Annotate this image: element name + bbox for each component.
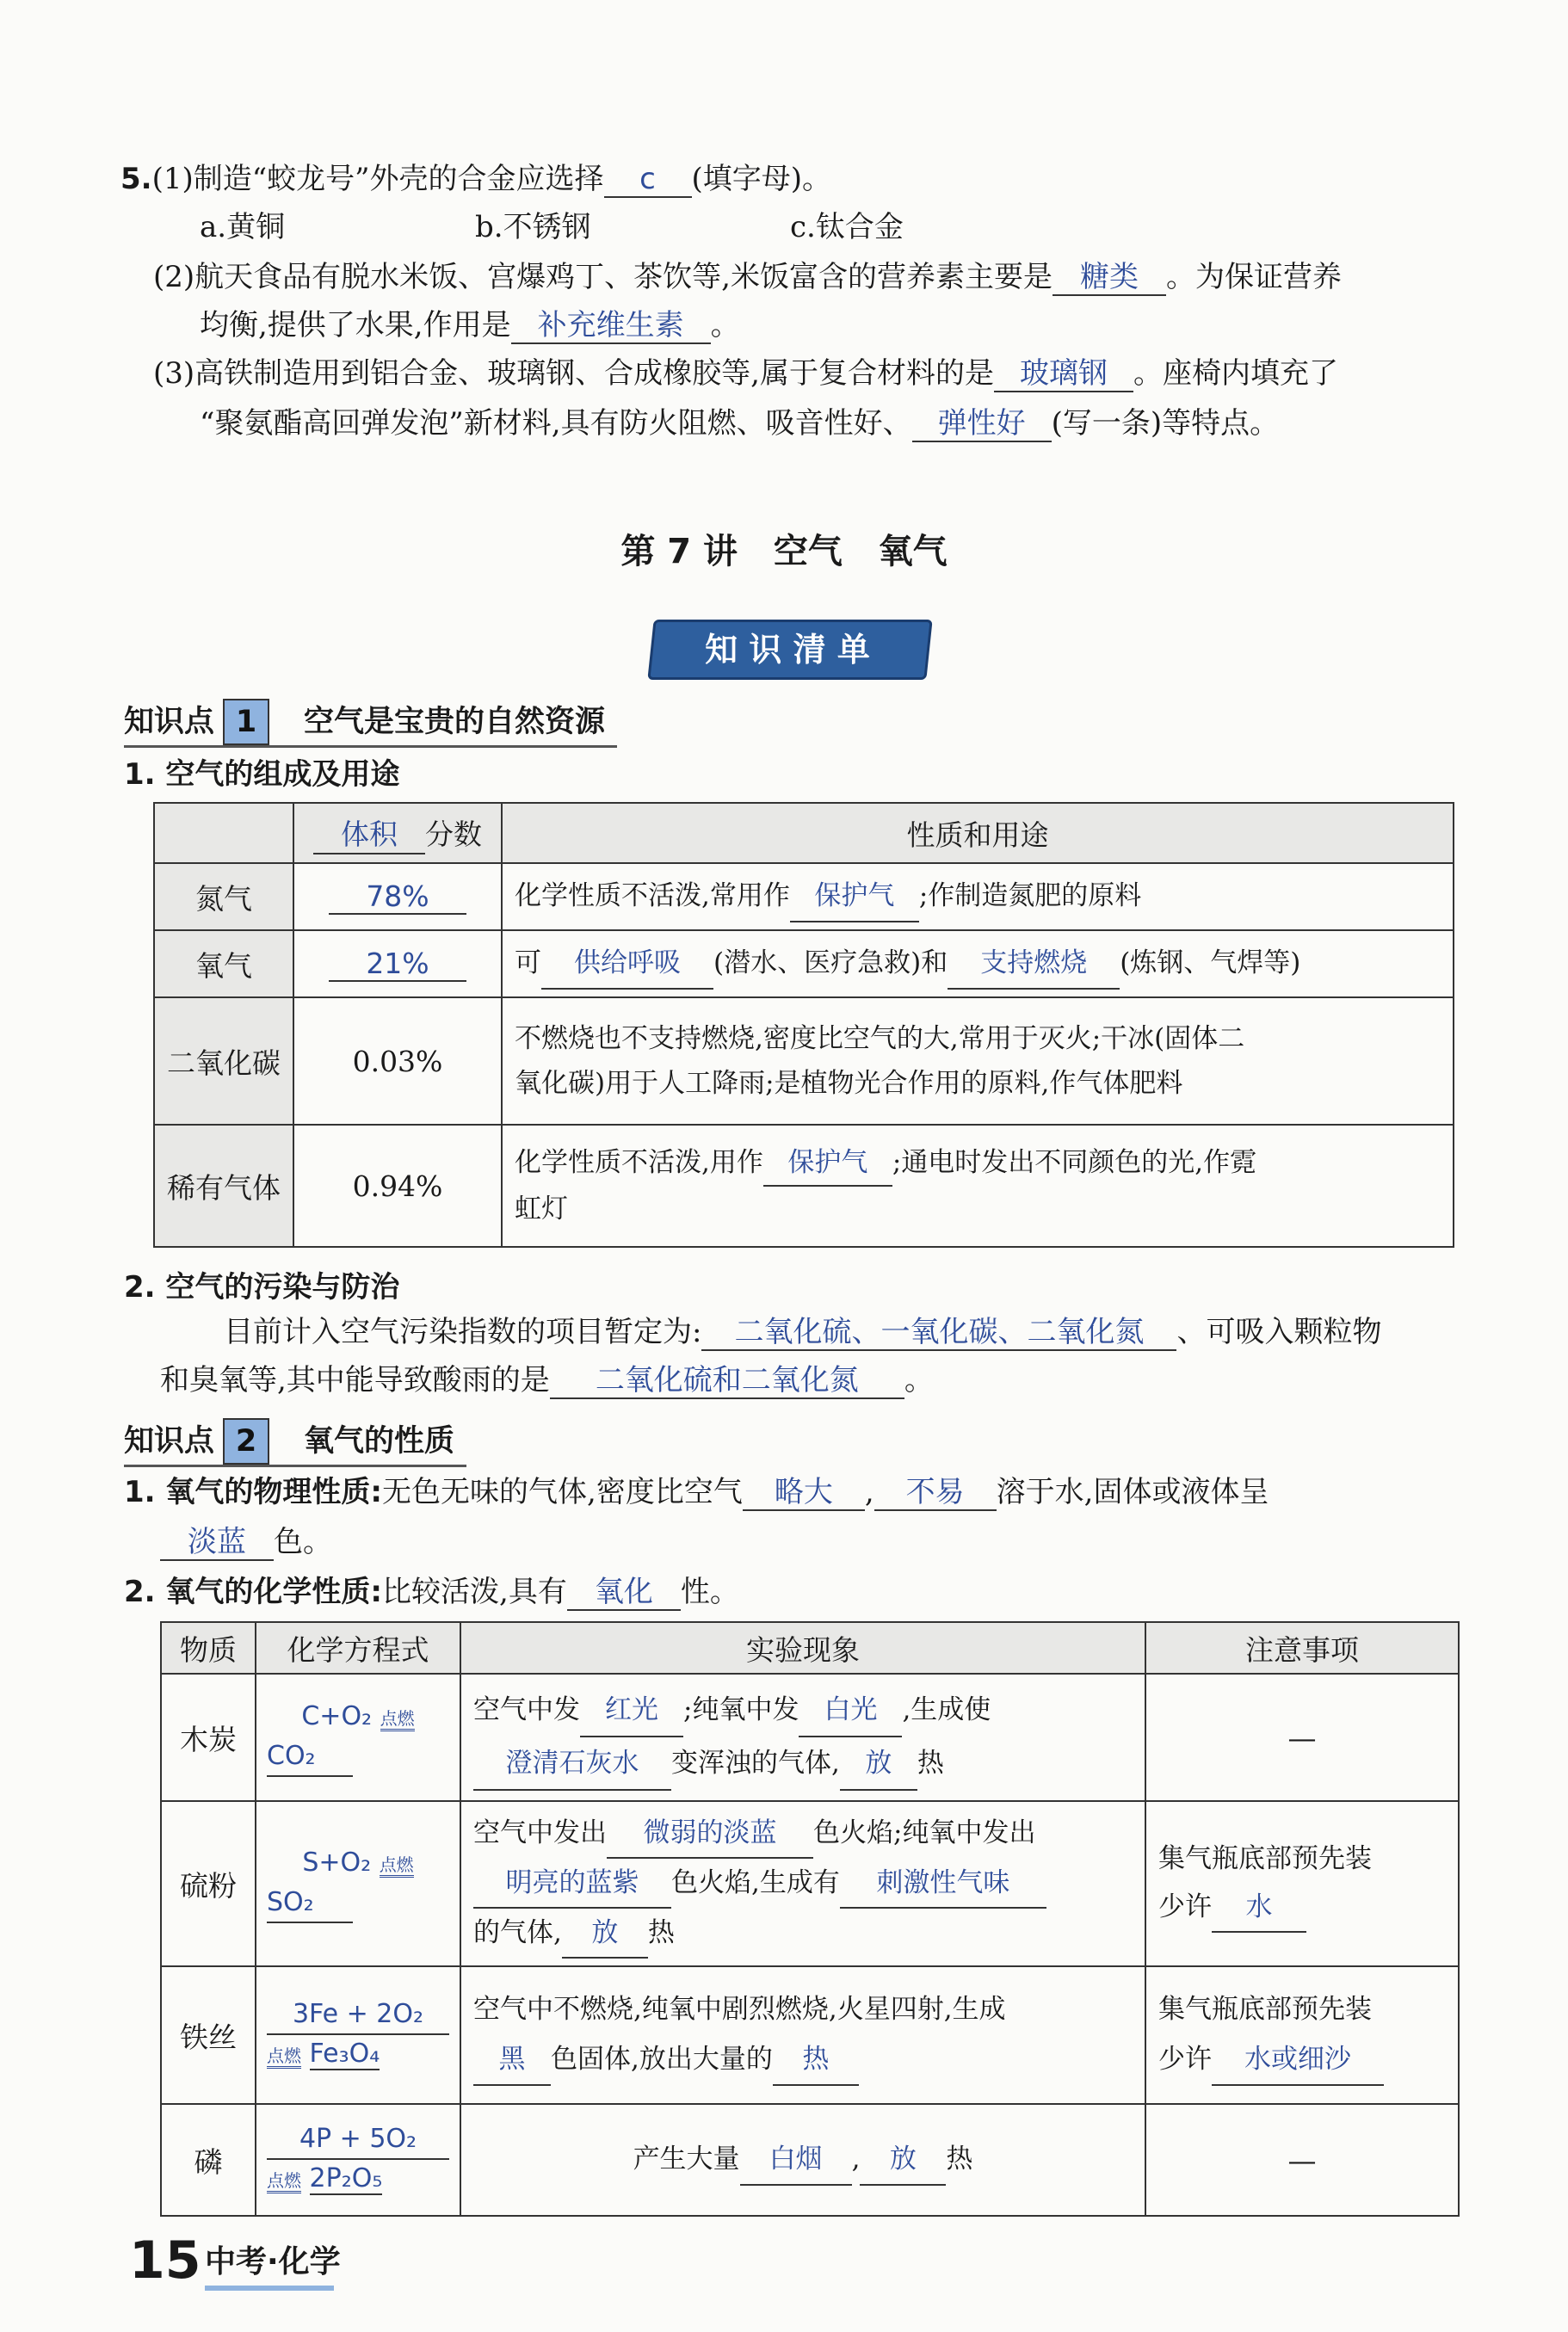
- section-banner-label: 知 识 清 单: [705, 631, 870, 669]
- answer-blank[interactable]: 不易: [874, 1475, 997, 1511]
- answer-blank[interactable]: 白烟: [740, 2134, 852, 2186]
- table-row: 木炭 C+O₂ 点燃 CO₂ 空气中发 红光 ;纯氧中发 白光 ,生成使 澄清石灰水 变浑浊的气体, 放 热 —: [161, 1674, 1459, 1801]
- answer-blank[interactable]: 略大: [743, 1475, 865, 1511]
- answer-blank[interactable]: 微弱的淡蓝: [607, 1809, 813, 1859]
- kp-number-badge: 2: [223, 1418, 269, 1465]
- answer-blank[interactable]: 白光: [799, 1684, 902, 1737]
- q5-part3-line2: “聚氨酯高回弹发泡”新材料,具有防火阻燃、吸音性好、 弹性好 (写一条)等特点。: [200, 406, 1280, 441]
- q5-option-c: c.钛合金: [790, 210, 904, 244]
- q5-part3: (3)高铁制造用到铝合金、玻璃钢、合成橡胶等,属于复合材料的是 玻璃钢 。座椅内填充了: [153, 356, 1338, 391]
- answer-blank[interactable]: 放: [562, 1909, 648, 1959]
- answer-blank[interactable]: 热: [773, 2034, 859, 2086]
- q5-option-a: a.黄铜: [200, 210, 286, 244]
- answer-blank[interactable]: 放: [860, 2134, 946, 2186]
- answer-blank[interactable]: 保护气: [763, 1140, 892, 1187]
- table-row: 磷 4P + 5O₂ 点燃 2P₂O₅ 产生大量 白烟 , 放 热 —: [161, 2104, 1459, 2216]
- answer-blank[interactable]: 供给呼吸: [541, 938, 713, 990]
- knowledge-point-1: 知识点 1 空气是宝贵的自然资源: [124, 699, 617, 748]
- answer-blank[interactable]: 补充维生素: [511, 308, 711, 344]
- oxygen-physical-line2: 淡蓝 色。: [160, 1525, 332, 1561]
- answer-blank[interactable]: 支持燃烧: [948, 938, 1120, 990]
- table-row: 氮气 78% 化学性质不活泼,常用作 保护气 ;作制造氮肥的原料: [154, 863, 1454, 930]
- kp-number-badge: 1: [223, 699, 269, 745]
- section-2-title: 2. 空气的污染与防治: [124, 1270, 400, 1305]
- answer-blank[interactable]: 淡蓝: [160, 1525, 274, 1561]
- answer-blank[interactable]: 黑: [473, 2034, 551, 2086]
- footer-accent: [205, 2286, 334, 2291]
- q5-option-b: b.不锈钢: [475, 210, 591, 244]
- answer-blank[interactable]: 放: [840, 1737, 917, 1791]
- answer-blank[interactable]: 弹性好: [912, 406, 1052, 442]
- air-composition-table: 体积 分数 性质和用途 氮气 78% 化学性质不活泼,常用作 保护气 ;作制造氮肥的原料 氧气 21% 可 供给呼吸 (潜水、医疗急救)和 支持燃烧 (炼钢、气焊等) 二氧化碳 0.03% 不燃烧也不支持燃烧,密度比空气的大,常用于灭火;干冰(固体二 氧化碳)用于人工降雨;是植物光合作用的原料,作气体肥料 稀有气体 0.94% 化学性质不活泼,用作 保护气 ;通电时发出不同颜色的光,作霓 虹灯: [153, 802, 1454, 1248]
- lecture-title: 第 7 讲 空气 氧气: [620, 532, 948, 571]
- answer-blank[interactable]: 二氧化硫和二氧化氮: [550, 1363, 904, 1399]
- answer-blank[interactable]: 刺激性气味: [840, 1859, 1046, 1909]
- table-row: 氧气 21% 可 供给呼吸 (潜水、医疗急救)和 支持燃烧 (炼钢、气焊等): [154, 930, 1454, 997]
- answer-blank[interactable]: 红光: [580, 1684, 683, 1737]
- answer-blank[interactable]: 21%: [329, 947, 466, 982]
- knowledge-point-2: 知识点 2 氧气的性质: [124, 1418, 466, 1467]
- answer-blank[interactable]: 78%: [329, 879, 466, 915]
- q5-part1: 5.(1)制造“蛟龙号”外壳的合金应选择 c (填字母)。: [120, 162, 832, 196]
- header-properties: 性质和用途: [502, 803, 1454, 863]
- section-1-title: 1. 空气的组成及用途: [124, 757, 400, 792]
- page-number: 15: [129, 2230, 201, 2291]
- q5-part2-line2: 均衡,提供了水果,作用是 补充维生素 。: [200, 308, 740, 342]
- book-title: 中考·化学: [205, 2244, 341, 2280]
- table-row: 稀有气体 0.94% 化学性质不活泼,用作 保护气 ;通电时发出不同颜色的光,作霓 虹灯: [154, 1125, 1454, 1247]
- pollution-text-line2: 和臭氧等,其中能导致酸雨的是 二氧化硫和二氧化氮 。: [160, 1363, 934, 1397]
- pollution-text-line1: 目前计入空气污染指数的项目暂定为: 二氧化硫、一氧化碳、二氧化氮 、可吸入颗粒物: [224, 1315, 1382, 1349]
- oxygen-reactions-table: 物质 化学方程式 实验现象 注意事项 木炭 C+O₂ 点燃 CO₂ 空气中发 红光 ;纯氧中发 白光 ,生成使 澄清石灰水 变浑浊的气体, 放 热 — 硫粉 S+O₂ 点燃 SO₂ 空气中发出 微弱的淡蓝 色火焰;纯氧中发出 明亮的蓝紫 色火焰,生成有 刺激性气味 的气体, 放 热 集气瓶底部预先装 少许 水 铁丝 3Fe + 2O₂ 点燃 Fe₃O₄ 空气中不燃烧,纯氧中剧烈燃烧,火星四射,生成 黑 色固体,放出大量的 热 集气瓶底部预先装 少许 水或细沙 磷 4P + 5O₂ 点燃 2P₂O₅ 产生大量 白烟 , 放 热 —: [160, 1621, 1460, 2217]
- q5-part2: (2)航天食品有脱水米饭、宫爆鸡丁、茶饮等,米饭富含的营养素主要是 糖类 。为保证营养: [153, 260, 1342, 294]
- answer-blank[interactable]: 体积: [313, 812, 425, 854]
- answer-blank[interactable]: 氧化: [567, 1575, 681, 1611]
- table-row: 铁丝 3Fe + 2O₂ 点燃 Fe₃O₄ 空气中不燃烧,纯氧中剧烈燃烧,火星四射,生成 黑 色固体,放出大量的 热 集气瓶底部预先装 少许 水或细沙: [161, 1966, 1459, 2104]
- answer-blank[interactable]: 玻璃钢: [994, 356, 1133, 392]
- answer-blank[interactable]: c: [604, 162, 692, 198]
- answer-blank[interactable]: 水或细沙: [1212, 2034, 1384, 2086]
- oxygen-physical-line1: 1. 氧气的物理性质:无色无味的气体,密度比空气 略大 , 不易 溶于水,固体或液体呈: [124, 1475, 1269, 1509]
- answer-blank[interactable]: 水: [1212, 1883, 1306, 1933]
- table-row: 硫粉 S+O₂ 点燃 SO₂ 空气中发出 微弱的淡蓝 色火焰;纯氧中发出 明亮的蓝紫 色火焰,生成有 刺激性气味 的气体, 放 热 集气瓶底部预先装 少许 水: [161, 1801, 1459, 1966]
- answer-blank[interactable]: 澄清石灰水: [473, 1737, 671, 1791]
- answer-blank[interactable]: 保护气: [790, 871, 919, 922]
- table-row: 二氧化碳 0.03% 不燃烧也不支持燃烧,密度比空气的大,常用于灭火;干冰(固体二 氧化碳)用于人工降雨;是植物光合作用的原料,作气体肥料: [154, 997, 1454, 1125]
- answer-blank[interactable]: 明亮的蓝紫: [473, 1859, 671, 1909]
- oxygen-chemical-line: 2. 氧气的化学性质:比较活泼,具有 氧化 性。: [124, 1575, 739, 1609]
- answer-blank[interactable]: 二氧化硫、一氧化碳、二氧化氮: [701, 1315, 1176, 1351]
- answer-blank[interactable]: 糖类: [1053, 260, 1166, 296]
